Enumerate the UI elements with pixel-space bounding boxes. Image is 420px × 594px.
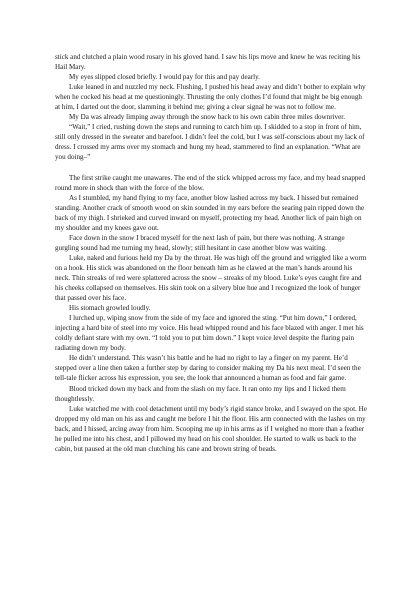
paragraph: Luke leaned in and nuzzled my neck. Flushing, I pushed his head away and didn’t bother to explain why when he cocked his head at me questioningly. Thrusting the only clothes I’d found that might be big enough at him, I darted out the door, slamming it behind me; giving a clear signal he was not to follow me. [55, 83, 366, 112]
paragraph: The first strike caught me unawares. The end of the stick whipped across my face, and my head snapped round more in shock than with the force of the blow. [55, 173, 366, 192]
paragraph: He didn’t understand. This wasn’t his battle and he had no right to lay a finger on my parent. He’d stepped over a line then taken a further step by daring to consider making my Da his next meal. I’d seen the tell-tale flicker across his expression, you see, the look that announced a human as food and fair game. [55, 354, 361, 383]
paragraph: “Wait,” I cried, rushing down the steps and running to catch him up. I skidded to a stop in front of him, still only dressed in the sweater and barefoot. I didn’t feel the cold, but I was self-conscious about my lack of dress. I crossed my arms over my stomach and hung my head, stammered to find an explanation. “What are you doing–” [55, 123, 365, 162]
paragraph: His stomach growled loudly. [69, 304, 151, 313]
paragraph: As I stumbled, my hand flying to my face, another blow lashed across my back. I hissed but remained standing. Another crack of smooth wood on skin sounded in my ears before the searing pain ripped down the back of my thigh. I shrieked and curved inward on myself, protecting my head. Another lick of pain high on my shoulder and my knees gave out. [55, 193, 365, 232]
paragraph: stick and clutched a plain wood rosary in his gloved hand. I saw his lips move and knew he was reciting his Hail Mary. [55, 53, 361, 72]
paragraph: Blood tricked down my back and from the slash on my face. It ran onto my lips and I licked them thoughtlessly. [55, 384, 346, 403]
paragraph: I lurched up, wiping snow from the side of my face and ignored the sting. “Put him down,” I ordered, injecting a hard bite of steel into my voice. His head whipped round and his face blazed with anger. I met his coldly defiant stare with my own. “I told you to put him down.” I kept voice level despite the flaring pain radiating down my body. [55, 314, 364, 353]
paragraph: My Da was already limping away through the snow back to his own cabin three miles downriver. [69, 113, 346, 122]
paragraph: Face down in the snow I braced myself for the next lash of pain, but there was nothing. A strange gurgling sound had me turning my head, slowly; still hesitant in case another blow was waiting. [55, 233, 345, 252]
paragraph: My eyes slipped closed briefly. I would pay for this and pay dearly. [69, 73, 260, 82]
manuscript-page [55, 52, 367, 454]
paragraph: Luke watched me with cool detachment until my body’s rigid stance broke, and I swayed on the spot. He dropped my old man on his ass and caught me before I hit the floor. His arm connected with the lashes on my back, and I hissed, arcing away from him. Scooping me up in his arms as if I weighed no more than a feather he pulled me into his chest, and I pillowed my head on his cool shoulder. He started to walk us back to the cabin, but paused at the old man clutching his cane and brown string of beads. [55, 404, 367, 453]
paragraph: Luke, naked and furious held my Da by the throat. He was high off the ground and wriggled like a worm on a hook. His stick was abandoned on the floor beneath him as he clawed at the man’s hands around his neck. Thin streaks of red were splattered across the snow – streaks of my blood. Luke’s eyes caught fire and his cheeks collapsed on themselves. His skin took on a silvery blue hue and I recognized the look of hunger that passed over his face. [55, 253, 367, 303]
